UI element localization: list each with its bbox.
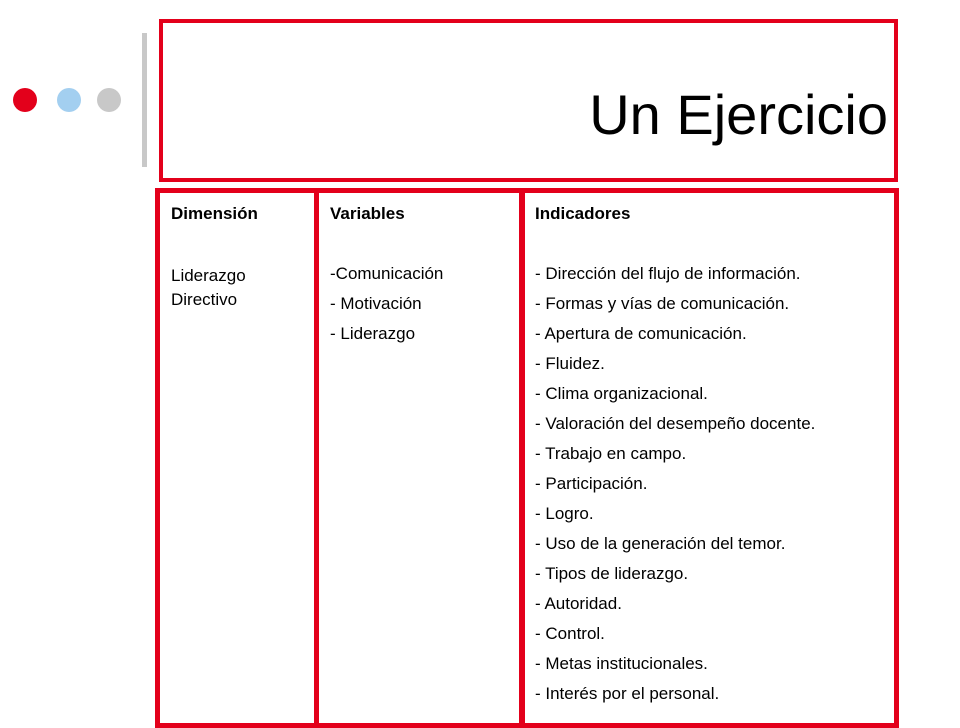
indicator-item: - Uso de la generación del temor. bbox=[535, 534, 786, 553]
indicator-item: - Control. bbox=[535, 624, 605, 643]
variable-item: - Liderazgo bbox=[330, 324, 416, 343]
slide-title: Un Ejercicio bbox=[589, 83, 888, 146]
dimension-column bbox=[155, 188, 319, 728]
variables-column bbox=[314, 188, 525, 728]
indicator-item: - Clima organizacional. bbox=[535, 384, 708, 403]
indicator-item: - Interés por el personal. bbox=[535, 684, 720, 703]
indicator-item: - Logro. bbox=[535, 504, 594, 523]
indicator-item: - Fluidez. bbox=[535, 354, 605, 373]
indicator-item: - Autoridad. bbox=[535, 594, 622, 613]
indicators-column bbox=[519, 188, 899, 728]
variable-item: -Comunicación bbox=[330, 264, 444, 283]
dimension-value-line: Directivo bbox=[171, 290, 238, 309]
decorative-red-dot bbox=[13, 88, 37, 112]
indicator-item: - Participación. bbox=[535, 474, 648, 493]
indicator-item: - Apertura de comunicación. bbox=[535, 324, 747, 343]
indicator-item: - Valoración del desempeño docente. bbox=[535, 414, 816, 433]
indicator-item: - Metas institucionales. bbox=[535, 654, 708, 673]
variables-list bbox=[330, 264, 443, 354]
dimension-value-line: Liderazgo bbox=[171, 266, 246, 285]
indicators-header: Indicadores bbox=[535, 204, 631, 223]
decorative-blue-dot bbox=[57, 88, 81, 112]
vertical-divider bbox=[142, 33, 147, 167]
indicator-item: - Dirección del flujo de información. bbox=[535, 264, 801, 283]
title-box bbox=[159, 19, 898, 182]
indicator-item: - Formas y vías de comunicación. bbox=[535, 294, 790, 313]
indicators-list bbox=[535, 264, 815, 714]
indicator-item: - Trabajo en campo. bbox=[535, 444, 687, 463]
indicator-item: - Tipos de liderazgo. bbox=[535, 564, 689, 583]
dimension-header: Dimensión bbox=[171, 204, 258, 223]
variable-item: - Motivación bbox=[330, 294, 422, 313]
decorative-gray-dot bbox=[97, 88, 121, 112]
dimension-value bbox=[171, 264, 246, 312]
variables-header: Variables bbox=[330, 204, 405, 223]
